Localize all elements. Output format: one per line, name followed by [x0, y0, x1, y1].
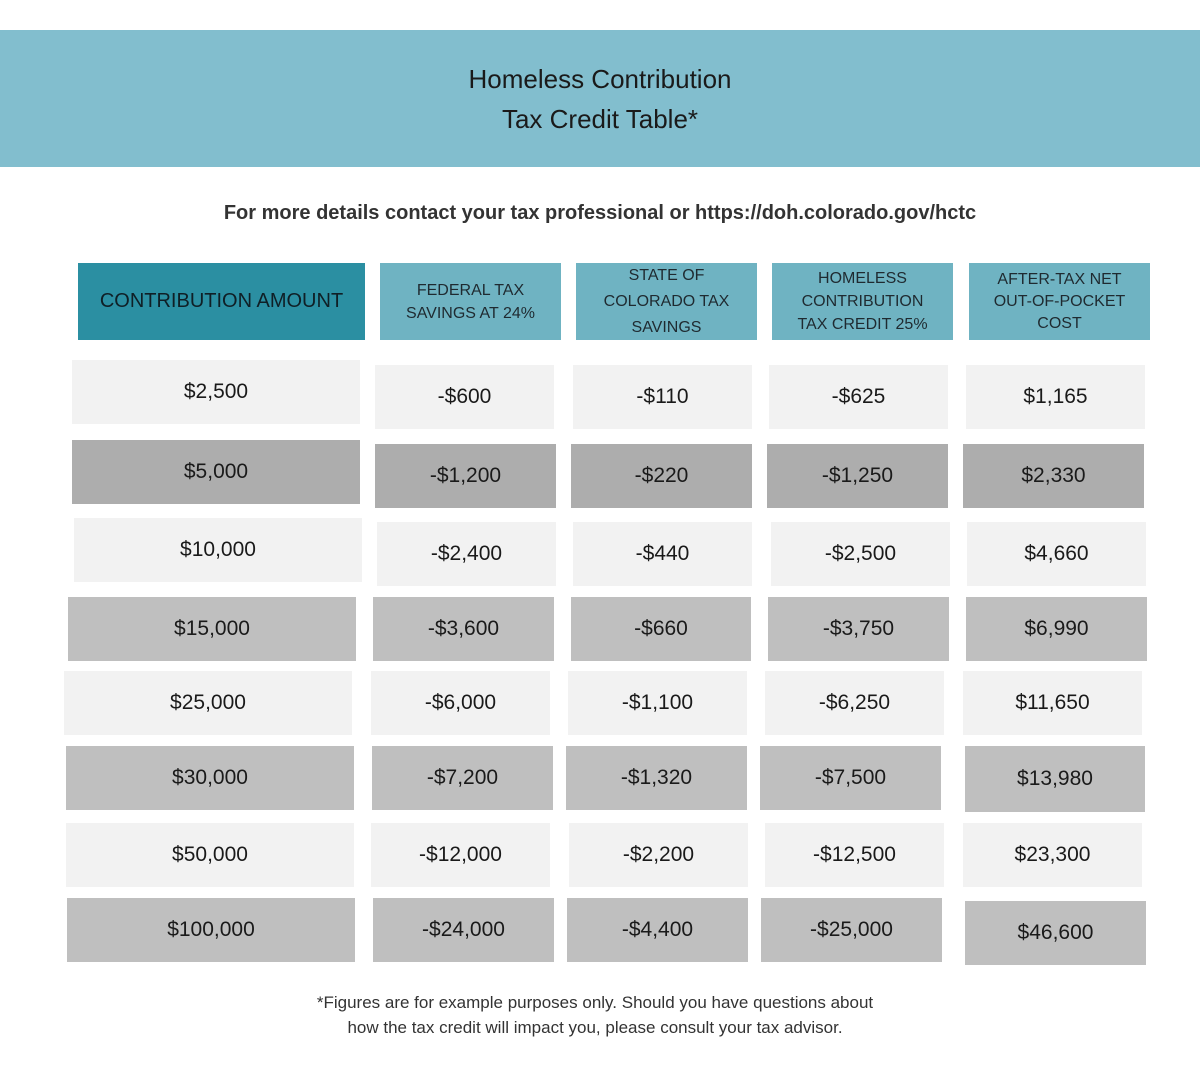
table-cell-net-cost: $1,165 [966, 365, 1145, 429]
footnote-line-2: how the tax credit will impact you, please consult your tax advisor. [347, 1018, 843, 1037]
header-text: STATE OF [628, 266, 705, 284]
table-cell-homeless-credit: -$3,750 [768, 597, 949, 661]
header-contribution-amount [78, 263, 365, 340]
header-text: OUT-OF-POCKET [993, 292, 1126, 310]
table-cell-net-cost: $23,300 [963, 823, 1142, 887]
table-cell-contribution: $10,000 [74, 518, 362, 582]
table-cell-contribution: $5,000 [72, 440, 360, 504]
table-cell-federal: -$1,200 [375, 444, 556, 508]
header-text: COLORADO TAX [603, 292, 730, 310]
table-cell-state: -$440 [573, 522, 752, 586]
table-cell-homeless-credit: -$7,500 [760, 746, 941, 810]
header-text: COST [1037, 314, 1082, 332]
table-cell-federal: -$7,200 [372, 746, 553, 810]
header-text: SAVINGS AT 24% [406, 304, 535, 322]
header-after-tax-cost [969, 263, 1150, 340]
header-text: TAX CREDIT 25% [797, 316, 928, 333]
table-cell-contribution: $2,500 [72, 360, 360, 424]
table-cell-contribution: $30,000 [66, 746, 354, 810]
table-cell-net-cost: $4,660 [967, 522, 1146, 586]
table-cell-net-cost: $11,650 [963, 671, 1142, 735]
header-text: SAVINGS [631, 318, 702, 336]
table-cell-net-cost: $13,980 [965, 746, 1145, 812]
table-cell-federal: -$3,600 [373, 597, 554, 661]
title-line-2: Tax Credit Table* [501, 103, 699, 134]
table-cell-net-cost: $46,600 [965, 901, 1146, 965]
table-cell-state: -$4,400 [567, 898, 748, 962]
subtitle: For more details contact your tax professional or https://doh.colorado.gov/hctc [223, 202, 977, 224]
table-cell-federal: -$2,400 [377, 522, 556, 586]
table-cell-federal: -$600 [375, 365, 554, 429]
footnote [0, 990, 1190, 1040]
header-state-tax [576, 263, 757, 340]
table-cell-homeless-credit: -$6,250 [765, 671, 944, 735]
header-text: FEDERAL TAX [416, 281, 525, 299]
table-cell-homeless-credit: -$2,500 [771, 522, 950, 586]
table-cell-state: -$220 [571, 444, 752, 508]
table-cell-contribution: $25,000 [64, 671, 352, 735]
header-text: HOMELESS [818, 270, 907, 287]
table-cell-state: -$1,320 [566, 746, 747, 810]
table-cell-homeless-credit: -$25,000 [761, 898, 942, 962]
table-cell-state: -$2,200 [569, 823, 748, 887]
table-cell-federal: -$12,000 [371, 823, 550, 887]
table-cell-state: -$110 [573, 365, 752, 429]
header-homeless-credit [772, 263, 953, 340]
header-text: AFTER-TAX NET [997, 270, 1122, 288]
table-cell-contribution: $100,000 [67, 898, 355, 962]
table-cell-federal: -$6,000 [371, 671, 550, 735]
table-cell-net-cost: $6,990 [966, 597, 1147, 661]
header-text: CONTRIBUTION AMOUNT [99, 290, 344, 312]
table-cell-homeless-credit: -$1,250 [767, 444, 948, 508]
table-cell-homeless-credit: -$625 [769, 365, 948, 429]
table-cell-federal: -$24,000 [373, 898, 554, 962]
table-cell-state: -$1,100 [568, 671, 747, 735]
header-text: CONTRIBUTION [801, 293, 924, 310]
footnote-line-1: *Figures are for example purposes only. Should you have questions about [316, 993, 874, 1012]
table-cell-homeless-credit: -$12,500 [765, 823, 944, 887]
table-cell-contribution: $15,000 [68, 597, 356, 661]
header-federal-tax [380, 263, 561, 340]
table-cell-contribution: $50,000 [66, 823, 354, 887]
table-cell-state: -$660 [571, 597, 751, 661]
table-cell-net-cost: $2,330 [963, 444, 1144, 508]
title-line-1: Homeless Contribution [468, 63, 732, 94]
title-banner [0, 30, 1200, 167]
